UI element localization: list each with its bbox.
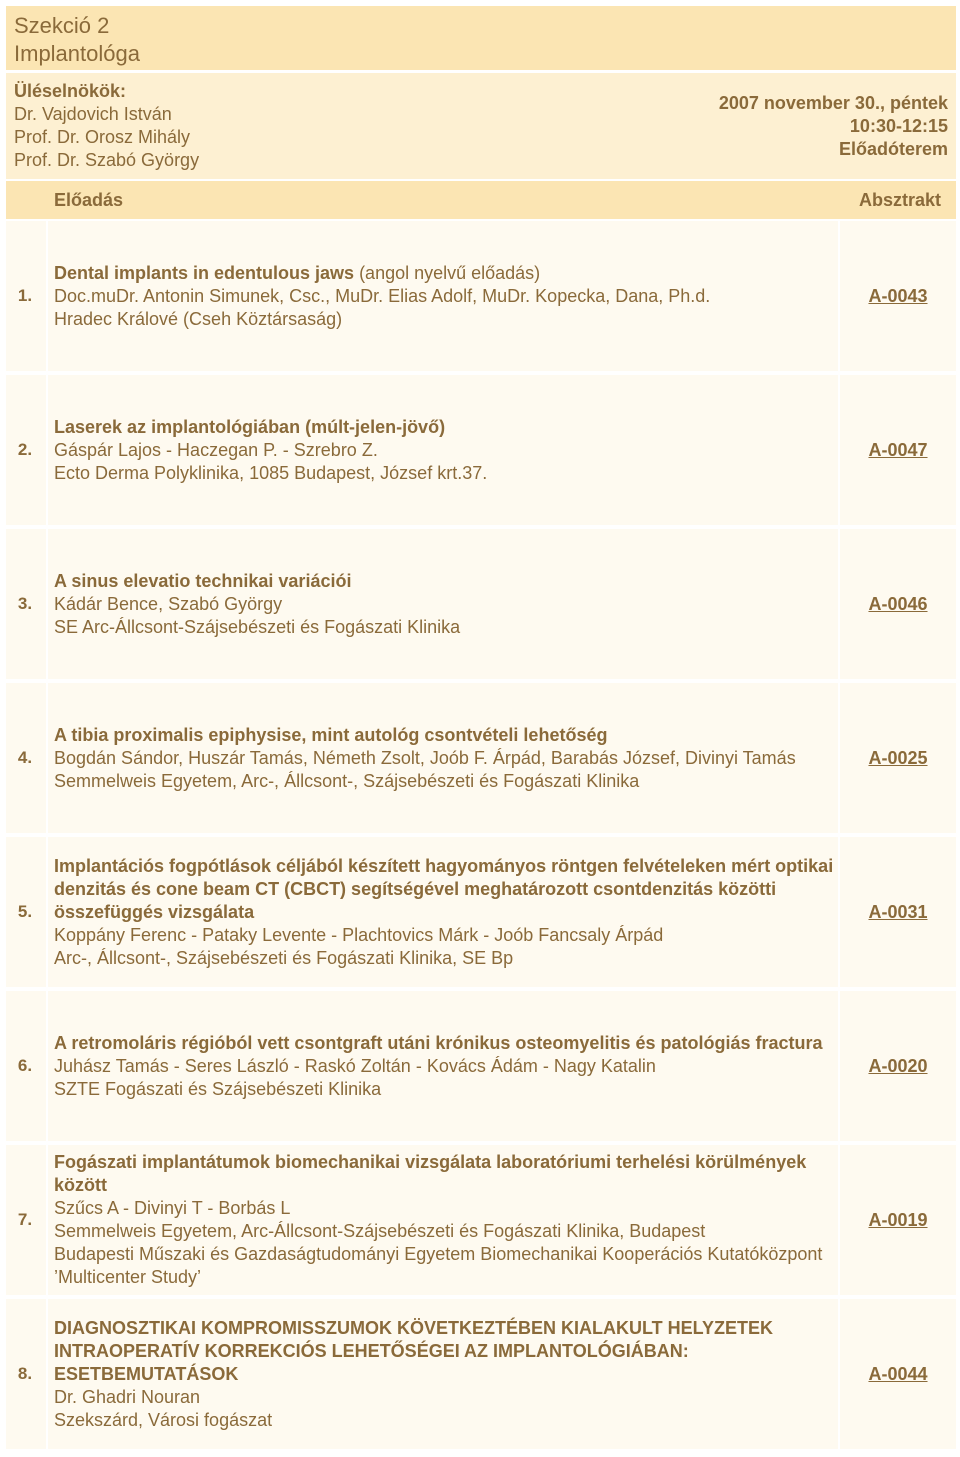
talk-details xyxy=(54,991,834,1141)
column-divider xyxy=(46,837,48,987)
talk-details xyxy=(54,375,834,525)
talk-number: 3. xyxy=(17,594,33,613)
column-divider xyxy=(46,683,48,833)
abstract-link[interactable]: A-0044 xyxy=(868,1363,928,1384)
talk-column-label: Előadás xyxy=(54,190,124,210)
session-date xyxy=(719,92,948,115)
talk-row xyxy=(6,375,956,525)
session-info xyxy=(6,73,956,179)
talk-title xyxy=(54,1151,834,1197)
session-time: 10:30-12:15 xyxy=(849,116,948,136)
talk-details xyxy=(54,1145,834,1295)
talk-title-text: A retromoláris régióból vett csontgraft utáni krónikus osteomyelitis és patológiás fractura xyxy=(54,1032,823,1053)
talk-detail-line: Koppány Ferenc - Pataky Levente - Plachtovics Márk - Joób Fancsaly Árpád xyxy=(54,924,664,945)
chair-name: Dr. Vajdovich István xyxy=(14,104,172,124)
talk-detail-line: Dr. Ghadri Nouran xyxy=(54,1386,201,1407)
column-divider xyxy=(46,1299,48,1449)
abstract-link[interactable]: A-0020 xyxy=(868,1055,928,1076)
talk-detail-line: Gáspár Lajos - Haczegan P. - Szrebro Z. xyxy=(54,439,378,460)
talk-number: 7. xyxy=(17,1210,33,1229)
talk-details xyxy=(54,837,834,987)
talk-row xyxy=(6,1145,956,1295)
talk-details xyxy=(54,221,834,371)
session-time-block xyxy=(719,92,948,161)
talk-title xyxy=(54,724,834,747)
abstract-link[interactable]: A-0019 xyxy=(868,1209,928,1230)
talk-row xyxy=(6,529,956,679)
talk-title-note: (angol nyelvű előadás) xyxy=(354,262,541,283)
talk-number: 8. xyxy=(17,1364,33,1383)
talk-row xyxy=(6,991,956,1141)
abstract-column-label: Absztrakt xyxy=(858,190,941,210)
abstract-link[interactable]: A-0047 xyxy=(868,439,928,460)
talk-title-text: A tibia proximalis epiphysise, mint autológ csontvételi lehetőség xyxy=(54,724,608,745)
talk-title xyxy=(54,416,834,439)
talk-detail-line: Szekszárd, Városi fogászat xyxy=(54,1409,273,1430)
column-divider xyxy=(46,221,48,371)
column-divider xyxy=(46,529,48,679)
talk-number: 1. xyxy=(17,286,33,305)
talk-row xyxy=(6,683,956,833)
talk-title xyxy=(54,262,834,285)
abstract-link[interactable]: A-0046 xyxy=(868,593,928,614)
talk-details xyxy=(54,1299,834,1449)
talk-number: 5. xyxy=(17,902,33,921)
column-divider xyxy=(46,991,48,1141)
talk-detail-line: Semmelweis Egyetem, Arc-, Állcsont-, Szájsebészeti és Fogászati Klinika xyxy=(54,770,640,791)
talk-detail-line: Semmelweis Egyetem, Arc-Állcsont-Szájsebészeti és Fogászati Klinika, Budapest xyxy=(54,1221,706,1241)
talk-details xyxy=(54,683,834,833)
talk-detail-line: Budapesti Műszaki és Gazdaságtudományi Egyetem Biomechanikai Kooperációs Kutatóközpont ’Multicenter Study’ xyxy=(54,1244,823,1287)
abstract-link[interactable]: A-0031 xyxy=(868,901,928,922)
chairs-label: Üléselnökök: xyxy=(14,81,127,101)
talk-detail-line: SZTE Fogászati és Szájsebészeti Klinika xyxy=(54,1078,382,1099)
column-divider xyxy=(46,1145,48,1295)
talk-title xyxy=(54,570,834,593)
talk-title-text: A sinus elevatio technikai variációi xyxy=(54,570,352,591)
talk-details xyxy=(54,529,834,679)
column-divider xyxy=(46,375,48,525)
talk-title-text: Dental implants in edentulous jaws xyxy=(54,262,355,283)
talk-detail-line: Ecto Derma Polyklinika, 1085 Budapest, József krt.37. xyxy=(54,462,488,483)
talk-number: 2. xyxy=(17,440,33,459)
talk-title-text: DIAGNOSZTIKAI KOMPROMISSZUMOK KÖVETKEZTÉBEN KIALAKULT HELYZETEK INTRAOPERATÍV KORREKCIÓS LEHETŐSÉGEI AZ IMPLANTOLÓGIÁBAN: ESETBEMUTATÁSOK xyxy=(54,1317,774,1384)
talk-title-text: Implantációs fogpótlások céljából készített hagyományos röntgen felvételeken mért optikai denzitás és cone beam CT (CBCT) segítségével meghatározott csontdenzitás közötti összefüggés vizsgálata xyxy=(54,855,834,922)
session-room: Előadóterem xyxy=(838,139,948,159)
talk-detail-line: Juhász Tamás - Seres László - Raskó Zoltán - Kovács Ádám - Nagy Katalin xyxy=(54,1055,656,1076)
section-number: Szekció 2 xyxy=(14,13,110,38)
talk-title xyxy=(54,1032,834,1055)
chair-name: Prof. Dr. Szabó György xyxy=(14,150,200,170)
chair-name: Prof. Dr. Orosz Mihály xyxy=(14,127,191,147)
talk-row xyxy=(6,221,956,371)
talk-detail-line: Kádár Bence, Szabó György xyxy=(54,593,283,614)
session-date-value: 2007 november 30. xyxy=(718,93,880,113)
talk-number: 4. xyxy=(17,748,33,767)
talk-detail-line: SE Arc-Állcsont-Szájsebészeti és Fogászati Klinika xyxy=(54,616,461,637)
abstract-link[interactable]: A-0043 xyxy=(868,285,928,306)
column-header xyxy=(6,181,956,219)
session-day: , péntek xyxy=(879,93,948,113)
talk-title-text: Fogászati implantátumok biomechanikai vizsgálata laboratóriumi terhelési körülmények között xyxy=(54,1152,807,1195)
section-topic: Implantológa xyxy=(14,41,140,66)
section-header xyxy=(6,6,956,70)
talk-title xyxy=(54,855,834,924)
talk-detail-line: Hradec Králové (Cseh Köztársaság) xyxy=(54,308,343,329)
talk-row xyxy=(6,837,956,987)
talk-detail-line: Arc-, Állcsont-, Szájsebészeti és Fogászati Klinika, SE Bp xyxy=(54,947,514,968)
talk-title xyxy=(54,1317,834,1386)
chairs-block xyxy=(14,80,199,172)
talk-row xyxy=(6,1299,956,1449)
talk-detail-line: Szűcs A - Divinyi T - Borbás L xyxy=(54,1198,291,1218)
abstract-link[interactable]: A-0025 xyxy=(868,747,928,768)
talk-detail-line: Doc.muDr. Antonin Simunek, Csc., MuDr. Elias Adolf, MuDr. Kopecka, Dana, Ph.d. xyxy=(54,285,711,306)
talk-number: 6. xyxy=(17,1056,33,1075)
talk-detail-line: Bogdán Sándor, Huszár Tamás, Németh Zsolt, Joób F. Árpád, Barabás József, Divinyi Tamás xyxy=(54,747,796,768)
talk-title-text: Laserek az implantológiában (múlt-jelen-jövő) xyxy=(54,416,446,437)
